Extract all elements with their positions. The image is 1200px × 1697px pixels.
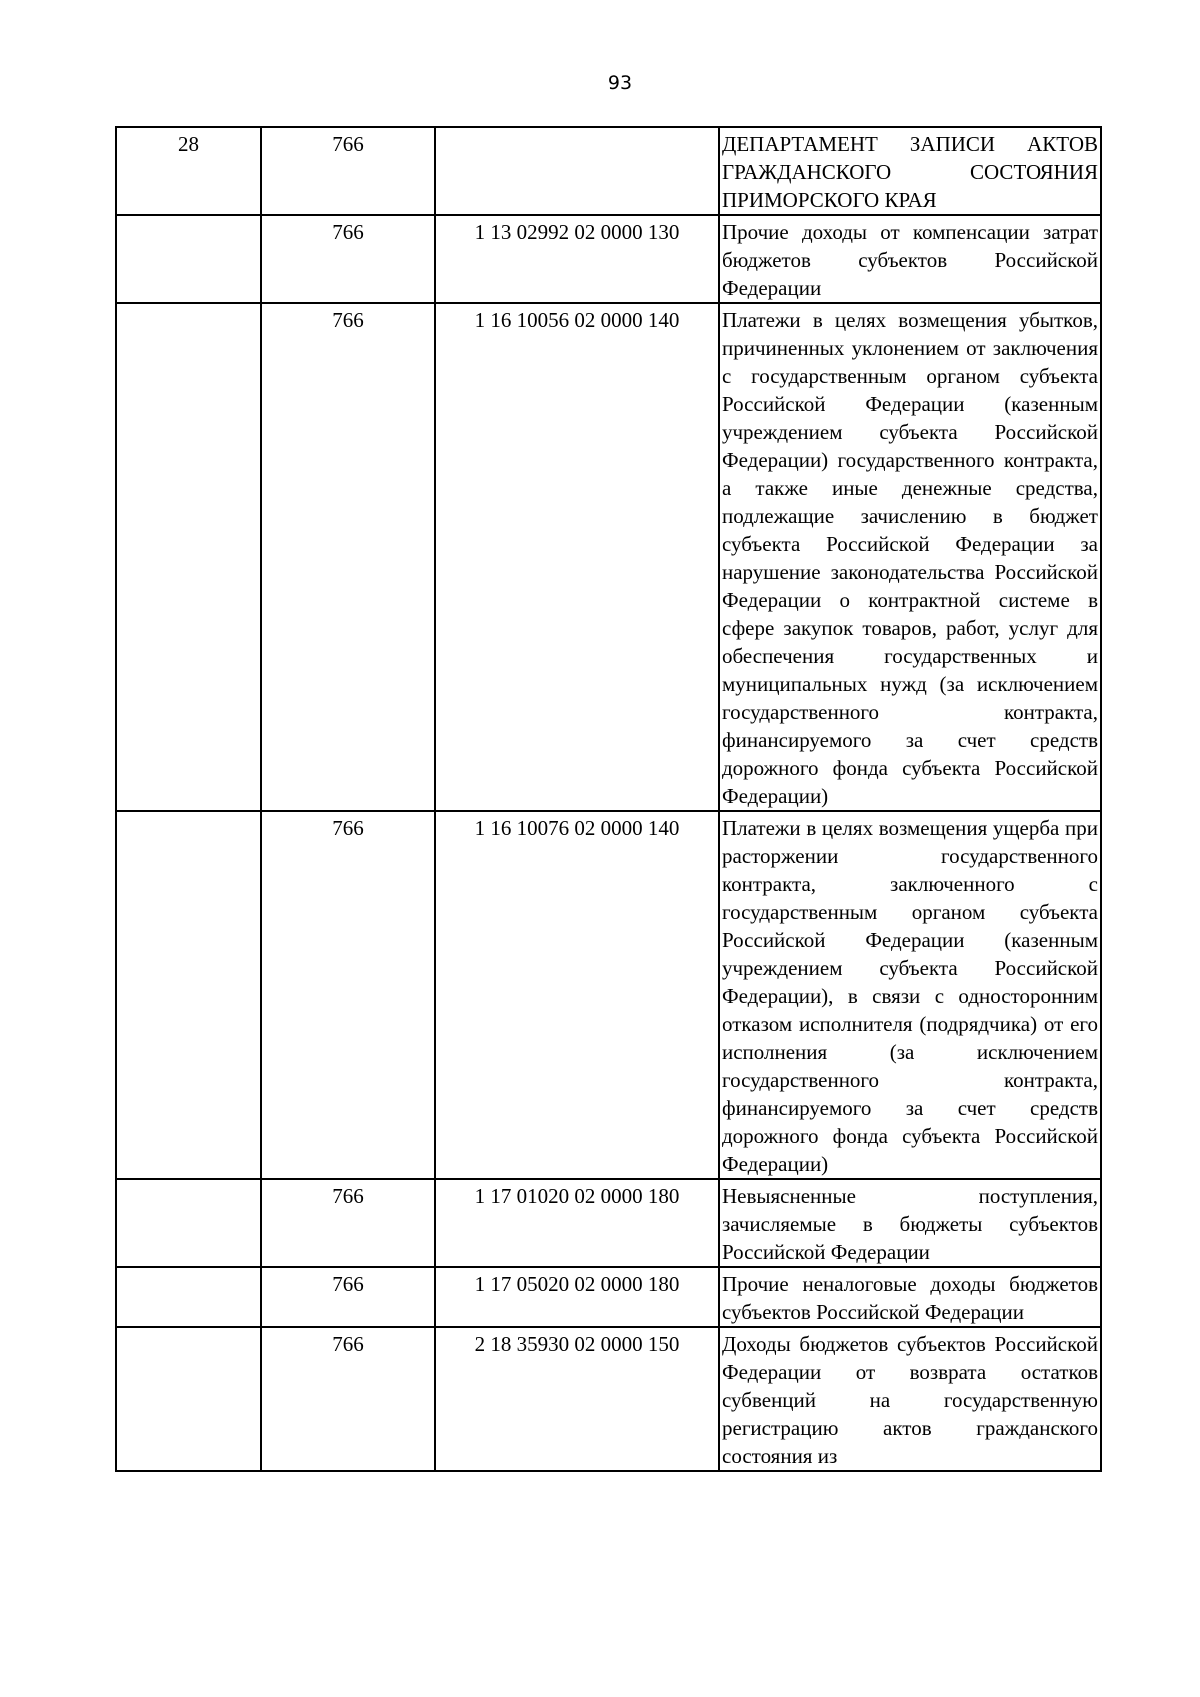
row-number-cell — [116, 215, 261, 303]
admin-code-cell: 766 — [261, 1179, 435, 1267]
admin-code-cell: 766 — [261, 127, 435, 215]
revenue-name-cell: Прочие доходы от компенсации затрат бюджетов субъектов Российской Федерации — [719, 215, 1101, 303]
row-number-cell — [116, 303, 261, 811]
revenue-code-cell: 1 17 05020 02 0000 180 — [435, 1267, 719, 1327]
revenue-name-cell: Платежи в целях возмещения ущерба при расторжении государственного контракта, заключенного с государственным органом субъекта Российской Федерации (казенным учреждением субъекта Российской Федерации), в связи с односторонним отказом исполнителя (подрядчика) от его исполнения (за исключением государственного контракта, финансируемого за счет средств дорожного фонда субъекта Российской Федерации) — [719, 811, 1101, 1179]
row-number-cell — [116, 811, 261, 1179]
table-row — [116, 1327, 1101, 1471]
revenue-code-cell — [435, 127, 719, 215]
revenue-name-cell: Невыясненные поступления, зачисляемые в бюджеты субъектов Российской Федерации — [719, 1179, 1101, 1267]
table-row — [116, 127, 1101, 215]
revenue-name-cell: Платежи в целях возмещения убытков, причиненных уклонением от заключения с государственным органом субъекта Российской Федерации (казенным учреждением субъекта Российской Федерации) государственного контракта, а также иные денежные средства, подлежащие зачислению в бюджет субъекта Российской Федерации за нарушение законодательства Российской Федерации о контрактной системе в сфере закупок товаров, работ, услуг для обеспечения государственных и муниципальных нужд (за исключением государственного контракта, финансируемого за счет средств дорожного фонда субъекта Российской Федерации) — [719, 303, 1101, 811]
admin-code-cell: 766 — [261, 1267, 435, 1327]
revenue-code-cell: 1 16 10076 02 0000 140 — [435, 811, 719, 1179]
revenue-name-cell: ДЕПАРТАМЕНТ ЗАПИСИ АКТОВ ГРАЖДАНСКОГО СОСТОЯНИЯ ПРИМОРСКОГО КРАЯ — [719, 127, 1101, 215]
revenue-code-cell: 1 16 10056 02 0000 140 — [435, 303, 719, 811]
table-row — [116, 811, 1101, 1179]
row-number-cell — [116, 1327, 261, 1471]
revenue-code-cell: 2 18 35930 02 0000 150 — [435, 1327, 719, 1471]
admin-code-cell: 766 — [261, 811, 435, 1179]
revenue-codes-table — [115, 126, 1102, 1472]
page-number: 93 — [607, 72, 633, 94]
table-row — [116, 1267, 1101, 1327]
table-row — [116, 303, 1101, 811]
revenue-code-cell: 1 13 02992 02 0000 130 — [435, 215, 719, 303]
revenue-name-cell: Доходы бюджетов субъектов Российской Федерации от возврата остатков субвенций на государственную регистрацию актов гражданского состояния из — [719, 1327, 1101, 1471]
row-number-cell: 28 — [116, 127, 261, 215]
admin-code-cell: 766 — [261, 1327, 435, 1471]
table-row — [116, 1179, 1101, 1267]
table-row — [116, 215, 1101, 303]
row-number-cell — [116, 1267, 261, 1327]
revenue-code-cell: 1 17 01020 02 0000 180 — [435, 1179, 719, 1267]
row-number-cell — [116, 1179, 261, 1267]
revenue-name-cell: Прочие неналоговые доходы бюджетов субъектов Российской Федерации — [719, 1267, 1101, 1327]
admin-code-cell: 766 — [261, 303, 435, 811]
admin-code-cell: 766 — [261, 215, 435, 303]
